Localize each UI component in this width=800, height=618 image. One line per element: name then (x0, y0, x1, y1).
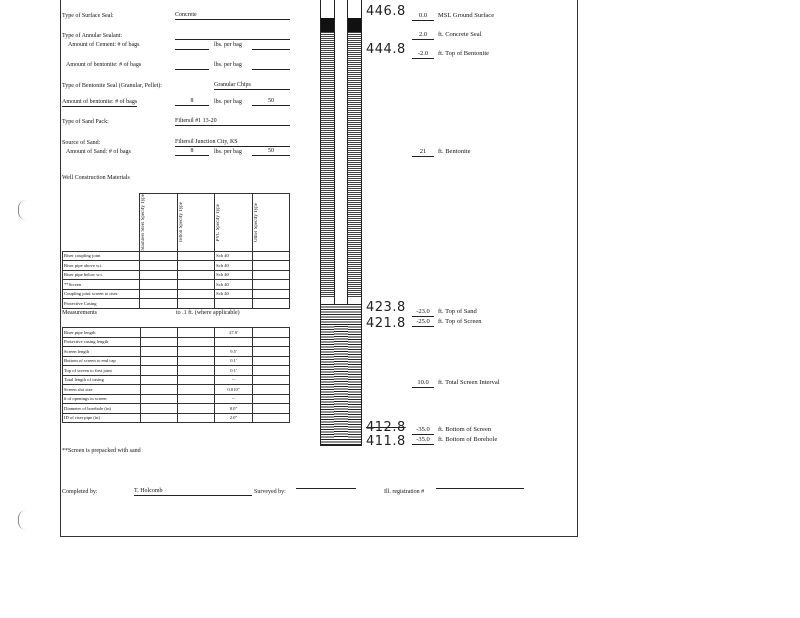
table-row (63, 404, 290, 414)
depth-value: 2.0 (412, 31, 434, 40)
row-value: 0.010" (215, 385, 252, 395)
riser-pipe-left (334, 0, 335, 326)
well-screen (334, 326, 348, 438)
surveyed-by-value (296, 488, 356, 489)
table-row (63, 270, 290, 280)
bentonite-fill (348, 32, 361, 297)
column-header (252, 194, 289, 252)
row-label: # of openings in screen (63, 394, 141, 404)
table-row (63, 289, 290, 299)
sand-amount-bags: 8 (175, 148, 209, 156)
riser-pipe-right (347, 0, 348, 326)
sand-source-label: Source of Sand: (62, 140, 101, 146)
row-value: 2.0" (215, 413, 252, 423)
concrete-seal (348, 18, 361, 32)
concrete-seal (321, 18, 334, 32)
bentonite-seal-value: Granular Chips (214, 82, 290, 90)
bentonite-bags-value (175, 68, 209, 70)
row-value: 27.0' (215, 328, 252, 338)
punch-mark (18, 510, 27, 530)
depth-label: ft. Concrete Seal (438, 31, 482, 38)
row-label: Riser pipe above w.t. (63, 261, 140, 271)
cement-lbs-value (252, 48, 290, 50)
row-label: Protective Casing (63, 299, 140, 309)
materials-table (62, 193, 290, 309)
completed-by-value: T. Holcomb (134, 488, 252, 496)
handwritten-elevation: 411.8 (366, 434, 406, 449)
row-pvc: Sch 40 (215, 251, 252, 261)
borehole-bottom (320, 445, 362, 446)
table-row (63, 413, 290, 423)
completed-by-label: Completed by: (62, 489, 98, 495)
measurements-table (62, 327, 290, 423)
table-row (63, 375, 290, 385)
table-row (63, 251, 290, 261)
sand-lbs-label: lbs. per bag (214, 149, 242, 155)
row-value (215, 337, 252, 347)
handwritten-elevation: 423.8 (366, 300, 406, 315)
row-label: Screen slot size (63, 385, 141, 395)
row-label: Top of screen to first joint (63, 366, 141, 376)
handwritten-elevation: 421.8 (366, 316, 406, 331)
bentonite-lbs-value (252, 68, 290, 70)
column-header-label: Other Specify Type (253, 202, 259, 242)
depth-value: 0.0 (412, 12, 434, 21)
row-label: Riser coupling joint (63, 251, 140, 261)
bentonite-lbs-label: lbs. per bag (214, 62, 242, 68)
cement-bags-label: Amount of Cement: # of bags (68, 42, 140, 48)
depth-label: ft. Top of Screen (438, 318, 482, 325)
cement-lbs-label: lbs. per bag (214, 42, 242, 48)
depth-value: -23.0 (412, 308, 434, 317)
column-header-label: Stainless Steel Specify Type (141, 194, 147, 251)
surveyed-by-label: Surveyed by: (254, 489, 286, 495)
depth-label: ft. Bentonite (438, 148, 471, 155)
table-row (63, 347, 290, 357)
table-row (63, 366, 290, 376)
depth-label: MSL Ground Surface (438, 12, 495, 19)
cement-bags-value (175, 48, 209, 50)
column-header-label: Teflon Specify Type (178, 202, 184, 243)
depth-label: ft. Bottom of Borehole (438, 436, 498, 443)
row-value: 0.1' (215, 356, 252, 366)
measurements-title: Measurements (62, 310, 97, 316)
row-label: ID of riser pipe (in) (63, 413, 141, 423)
sand-amount-label: Amount of Sand: # of bags (66, 149, 131, 155)
sand-source-value: Filtersil Junction City, KS (175, 139, 290, 147)
column-header (140, 194, 177, 252)
row-label: Coupling joint screen to riser (63, 289, 140, 299)
table-row (63, 261, 290, 271)
column-header (177, 194, 214, 252)
annular-label: Type of Annular Sealant: (62, 33, 123, 39)
depth-label: ft. Top of Bentonite (438, 50, 490, 57)
row-label: Bottom of screen to end cap (63, 356, 141, 366)
row-label: Total length of casing (63, 375, 141, 385)
depth-value: -25.0 (412, 318, 434, 327)
depth-label: ft. Total Screen Interval (438, 379, 500, 386)
row-label: Riser pipe length (63, 328, 141, 338)
row-pvc: Sch 40 (215, 280, 252, 290)
handwritten-elevation: 446.8 (366, 4, 406, 19)
handwritten-elevation: 444.8 (366, 42, 406, 57)
row-value: -- (215, 394, 252, 404)
row-label: Screen length (63, 347, 141, 357)
handwritten-elevation: 412.8 (366, 420, 406, 435)
row-pvc: Sch 40 (215, 270, 252, 280)
sand-pack-label: Type of Sand Pack: (62, 119, 109, 125)
sand-pack-value: Filtersil #1 13-20 (175, 118, 290, 126)
row-label: **Screen (63, 280, 140, 290)
depth-label: ft. Top of Sand (438, 308, 477, 315)
row-label: Riser pipe below w.t. (63, 270, 140, 280)
depth-value: -2.0 (412, 50, 434, 59)
table-row (63, 299, 290, 309)
registration-value (436, 488, 524, 489)
column-header (215, 194, 252, 252)
footnote: **Screen is prepacked with sand (62, 448, 141, 454)
annular-value (175, 38, 290, 40)
row-value: 0.1' (215, 366, 252, 376)
depth-value: -35.0 (412, 426, 434, 435)
row-value: 9.5' (215, 347, 252, 357)
depth-label: ft. Bottom of Screen (438, 426, 492, 433)
row-pvc: Sch 40 (215, 289, 252, 299)
borehole-right-wall (361, 0, 362, 446)
bentonite-fill (321, 32, 334, 297)
table-row (63, 356, 290, 366)
table-row (63, 280, 290, 290)
bentonite-amount-label: Amount of bentonite: # of bags (62, 99, 138, 105)
sand-amount-lbs: 50 (252, 148, 290, 156)
bentonite-amount-lbs-label: lbs. per bag (214, 99, 242, 105)
depth-value: 10.0 (412, 379, 434, 388)
row-label: Diameter of borehole (in) (63, 404, 141, 414)
surface-seal-label: Type of Surface Seal: (62, 13, 114, 19)
table-corner (63, 194, 140, 252)
surface-seal-value: Concrete (175, 12, 290, 20)
table-row (63, 385, 290, 395)
row-pvc (215, 299, 252, 309)
measurements-subtitle: to .1 ft. (where applicable) (176, 310, 240, 316)
depth-value: -35.0 (412, 436, 434, 445)
registration-label: Ill. registration # (384, 489, 425, 495)
punch-mark (18, 200, 27, 220)
table-row (63, 337, 290, 347)
row-pvc: Sch 40 (215, 261, 252, 271)
column-header-label: PVC Specify Type (216, 203, 222, 241)
bentonite-seal-label: Type of Bentonite Seal (Granular, Pellet): (62, 83, 162, 89)
row-value: 8.0" (215, 404, 252, 414)
bentonite-bags-label: Amount of bentonite: # of bags (66, 62, 142, 68)
table-row (63, 394, 290, 404)
depth-value: 21 (412, 148, 434, 157)
row-value: -- (215, 375, 252, 385)
bentonite-amount-lbs: 50 (252, 98, 290, 106)
bentonite-amount-bags: 8 (175, 98, 209, 106)
materials-title: Well Construction Materials (62, 175, 130, 181)
table-header-row (63, 194, 290, 252)
table-row (63, 328, 290, 338)
row-label: Protective casing length (63, 337, 141, 347)
